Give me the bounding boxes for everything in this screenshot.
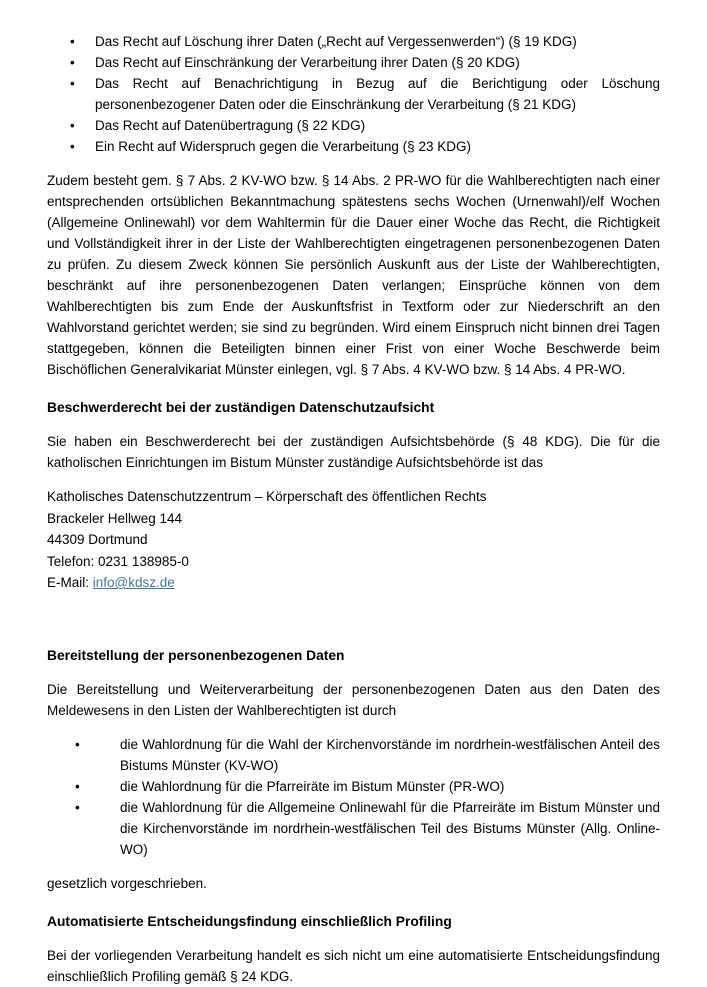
ordinance-list — [47, 734, 660, 860]
rights-list — [47, 31, 660, 157]
paragraph-provision-closing: gesetzlich vorgeschrieben. — [47, 875, 207, 891]
rights-list-item: • Ein Recht auf Widerspruch gegen die Verarbeitung (§ 23 KDG) — [47, 136, 660, 157]
email-label: E-Mail: — [47, 575, 93, 590]
heading-provision: Bereitstellung der personenbezogenen Daten — [47, 647, 345, 663]
ordinance-list-item: • die Wahlordnung für die Allgemeine Onlinewahl für die Pfarreiräte im Bistum Münster und die Kirchenvorstände im nordrhein-westfälischen Teil des Bistums Münster (Allg. Online-WO) — [47, 797, 660, 860]
rights-list-item: • Das Recht auf Benachrichtigung in Bezug auf die Berichtigung oder Löschung personenbezogener Daten oder die Einschränkung der Verarbeitung (§ 21 KDG) — [47, 73, 660, 115]
address-email-line — [47, 572, 660, 594]
heading-complaint-right: Beschwerderecht bei der zuständigen Datenschutzaufsicht — [47, 400, 435, 415]
paragraph-automated-decision: Bei der vorliegenden Verarbeitung handelt es sich nicht um eine automatisierte Entscheidungsfindung einschließlich Profiling gemäß § 24 KDG. — [47, 947, 660, 984]
address-phone: Telefon: 0231 138985-0 — [47, 553, 189, 569]
paragraph-provision: Die Bereitstellung und Weiterverarbeitung der personenbezogenen Daten aus den Daten des Meldewesens in den Listen der Wahlberechtigten ist durch — [47, 681, 660, 718]
paragraph-complaint: Sie haben ein Beschwerderecht bei der zuständigen Aufsichtsbehörde (§ 48 KDG). Die für die katholischen Einrichtungen im Bistum Münster zuständige Aufsichtsbehörde ist das — [47, 434, 660, 470]
rights-list-item: • Das Recht auf Löschung ihrer Daten („Recht auf Vergessenwerden“) (§ 19 KDG) — [47, 31, 660, 52]
email-link[interactable]: info@kdsz.de — [92, 575, 175, 590]
ordinance-list-item: • die Wahlordnung für die Pfarreiräte im Bistum Münster (PR-WO) — [47, 776, 660, 797]
paragraph-inspection-right: Zudem besteht gem. § 7 Abs. 2 KV-WO bzw. § 14 Abs. 2 PR-WO für die Wahlberechtigten nach einer entsprechenden ortsüblichen Bekanntmachung spätestens sechs Wochen (Urnenwahl)/elf Wochen (Allgemeine Onlinewahl) vor dem Wahltermin für die Dauer einer Woche das Recht, die Richtigkeit und Vollständigkeit ihrer in der Liste der Wahlberechtigten eingetragenen personenbezogenen Daten zu prüfen. Zu diesem Zweck können Sie persönlich Auskunft aus der Liste der Wahlberechtigten, beschränkt auf ihre personenbezogenen Daten verlangen; Einsprüche können von dem Wahlberechtigten bis zum Ende der Auskunftsfrist in Textform oder zur Niederschrift an den Wahlvorstand gerichtet werden; sie sind zu begründen. Wird einem Einspruch nicht binnen drei Tagen stattgegeben, können die Beteiligten binnen einer Frist von einer Woche Beschwerde beim Bischöflichen Generalvikariat Münster einlegen, vgl. § 7 Abs. 4 KV-WO bzw. § 14 Abs. 4 PR-WO. — [47, 173, 660, 377]
rights-list-item: • Das Recht auf Datenübertragung (§ 22 KDG) — [47, 115, 660, 136]
address-street: Brackeler Hellweg 144 — [47, 510, 183, 526]
blank-line — [47, 607, 660, 628]
address-block — [47, 486, 660, 594]
ordinance-list-item: • die Wahlordnung für die Wahl der Kirchenvorstände im nordrhein-westfälischen Anteil des Bistums Münster (KV-WO) — [47, 734, 660, 776]
address-city: 44309 Dortmund — [47, 532, 148, 547]
address-org: Katholisches Datenschutzzentrum – Körperschaft des öffentlichen Rechts — [47, 489, 487, 504]
heading-automated-decision: Automatisierte Entscheidungsfindung einschließlich Profiling — [47, 913, 452, 929]
rights-list-item: • Das Recht auf Einschränkung der Verarbeitung ihrer Daten (§ 20 KDG) — [47, 52, 660, 73]
